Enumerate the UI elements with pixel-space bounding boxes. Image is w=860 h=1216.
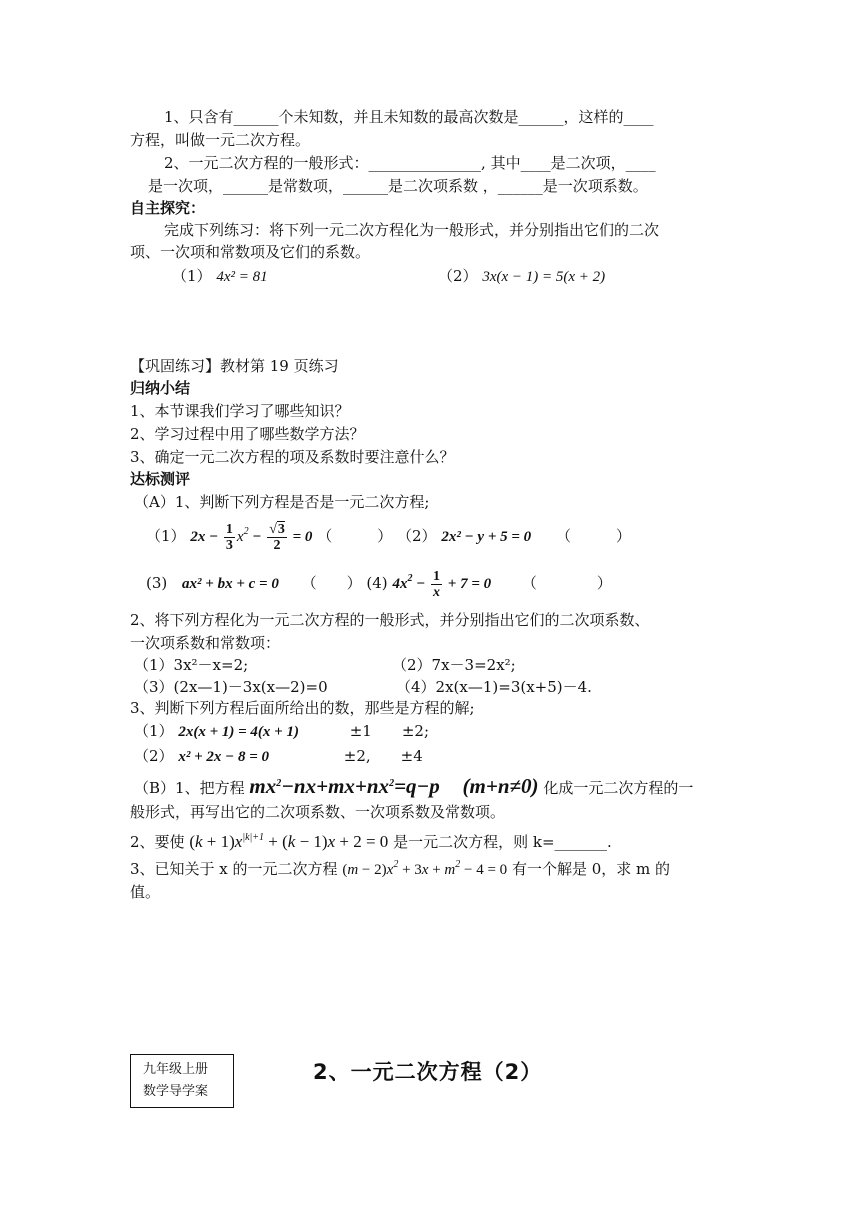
summary-heading: 归纳小结 [130,379,191,397]
b1-suffix: 化成一元二次方程的一 [543,779,694,797]
a1-item-4-label: (4) [366,574,388,592]
b2-equation: $(k + 1)x^{|k|+1} + (k - 1)x + 2 = 0$ [189,832,389,851]
consolidate-practice: 【巩固练习】教材第 19 页练习 [130,357,339,375]
b1-condition: (m+n≠0) [462,774,539,798]
test-b3-line-2: 值。 [130,883,161,901]
grade-label-line-1: 九年级上册 [143,1062,209,1077]
q3-item-1-equation: 2x(x + 1) = 4(x + 1) [178,724,299,740]
b3-equation: $(m - 2)x^2 + 3x + m^2 - 4 = 0$ [342,859,508,878]
explore-problem-2 [438,265,605,288]
lesson-title: 2、一元二次方程（2） [313,1060,543,1084]
q3-item-2-values: ±2, ±4 [343,747,423,765]
b3-prefix: 3、已知关于 x 的一元二次方程 [130,860,338,878]
b2-prefix: 2、要使 [130,833,185,851]
summary-item-1: 1、本节课我们学习了哪些知识？ [130,402,350,420]
b3-suffix: 有一个解是 0，求 m 的 [511,860,671,878]
b1-equation: $mx^2-nx+mx+nx^2=q-p$ [249,774,440,798]
a1-item-4-equation: $4x^2$ − $\frac{1}{x}$ + 7 = 0 [392,569,492,601]
problem-1-label: （1） [172,267,212,285]
problem-2-label: （2） [438,267,478,285]
a1-item-4-answer-blank[interactable]: （ ） [521,574,612,592]
grade-label-line-2: 数学导学案 [143,1084,209,1099]
definition-line-2: 方程，叫做一元二次方程。 [130,131,311,149]
general-form-line-2: 是一次项，______是常数项，______是二次项系数 ，______是一次项系数。 [148,177,648,195]
explore-problem-1 [172,265,268,288]
summary-item-2: 2、学习过程中用了哪些数学方法？ [130,425,365,443]
definition-line-1: 1、只含有______个未知数，并且未知数的最高次数是______，这样的____ [164,108,654,126]
a1-item-2-equation: 2x² − y + 5 = 0 [441,529,532,545]
test-q3-row-1 [134,720,429,743]
test-q2-line-2: 一次项系数和常数项： [130,634,281,652]
b1-prefix: （B）1、把方程 [134,779,245,797]
summary-item-3: 3、确定一元二次方程的项及系数时要注意什么？ [130,448,455,466]
a1-item-1-equation: 2x − $\frac{1}{3}$ $x^2$ − $\frac{√3}{2}$ = 0 [190,522,313,554]
a1-item-3-equation: ax² + bx + c = 0 [182,576,279,592]
test-q2-item-4: （4）2x(x—1)=3(x+5)－4. [396,678,592,696]
test-q3-intro: 3、判断下列方程后面所给出的数，那些是方程的解; [130,699,475,717]
problem-2-equation: 3x(x − 1) = 5(x + 2) [482,269,606,285]
a1-item-3-answer-blank[interactable]: （ ） [301,574,362,592]
a1-item-1-label: （1） [146,527,186,545]
q3-item-1-values: ±1 ±2; [349,722,430,740]
explore-heading: 自主探究： [130,199,206,217]
q3-item-1-label: （1） [134,722,174,740]
test-q2-item-3: （3）(2x—1)－3x(x—2)=0 [134,678,328,696]
q3-item-2-label: （2） [134,747,174,765]
grade-label-box [130,1054,234,1108]
test-a1-row-1 [146,516,631,556]
test-q2-line-1: 2、将下列方程化为一元二次方程的一般形式，并分别指出它们的二次项系数、 [130,611,650,629]
test-a1-intro: （A）1、判断下列方程是否是一元二次方程; [134,493,430,511]
test-b2 [130,829,612,855]
test-b3-line-1 [130,858,670,881]
problem-1-equation: 4x² = 81 [216,269,268,285]
general-form-line-1: 2、一元二次方程的一般形式：_______________, 其中____是二次项，____ [164,154,656,172]
a1-item-2-label: （2） [397,527,437,545]
test-q2-item-1: （1）3x²－x=2; [134,656,249,674]
a1-item-2-answer-blank[interactable]: （ ） [555,527,631,545]
q3-item-2-equation: x² + 2x − 8 = 0 [178,749,270,765]
explore-instruction-1: 完成下列练习：将下列一元二次方程化为一般形式，并分别指出它们的二次 [164,221,660,239]
explore-instruction-2: 项、一次项和常数项及它们的系数。 [130,243,371,261]
test-b1-line-1 [134,772,693,802]
b2-suffix: 是一元二次方程，则 k=_______. [393,833,612,851]
a1-item-1-answer-blank[interactable]: （ ） [317,527,393,545]
test-q3-row-2 [134,745,423,768]
test-a1-row-2 [146,563,612,603]
test-b1-line-2: 般形式，再写出它的二次项系数、一次项系数及常数项。 [130,803,506,821]
test-heading: 达标测评 [130,470,191,488]
test-q2-item-2: （2）7x－3=2x²; [392,656,516,674]
a1-item-3-label: (3) [146,574,168,592]
